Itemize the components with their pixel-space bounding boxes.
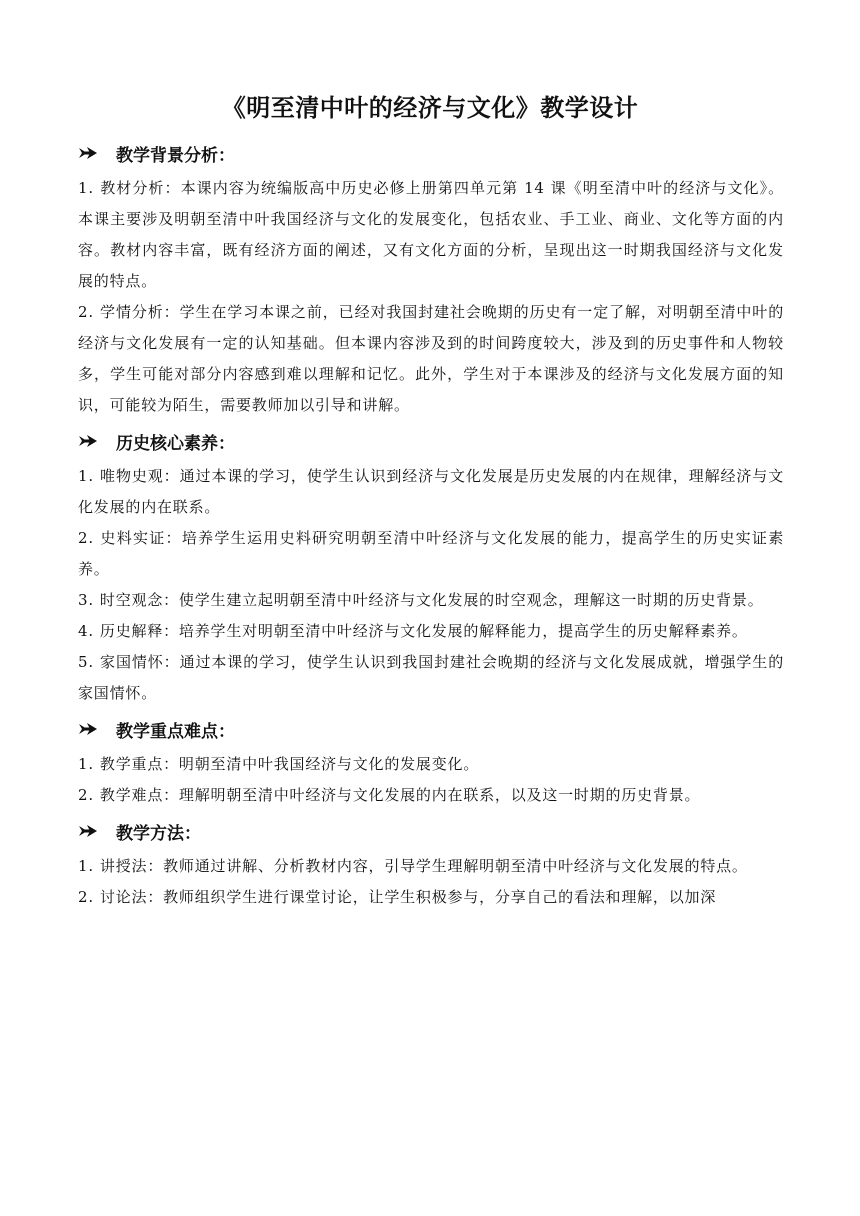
list-item (78, 882, 784, 913)
item-text: 教学重点：明朝至清中叶我国经济与文化的发展变化。 (99, 755, 480, 773)
item-text: 学情分析：学生在学习本课之前，已经对我国封建社会晚期的历史有一定了解，对明朝至清中叶的经济与文化发展有一定的认知基础。但本课内容涉及到的时间跨度较大，涉及到的历史事件和人物较多，学生可能对部分内容感到难以理解和记忆。此外，学生对于本课涉及的经济与文化发展方面的知识，可能较为陌生，需要教师加以引导和讲解。 (78, 303, 784, 414)
item-text: 唯物史观：通过本课的学习，使学生认识到经济与文化发展是历史发展的内在规律，理解经济与文化发展的内在联系。 (78, 467, 784, 516)
list-item (78, 647, 784, 709)
double-arrow-bullet-icon (78, 434, 106, 448)
item-number: 5. (78, 653, 94, 671)
item-text: 时空观念：使学生建立起明朝至清中叶经济与文化发展的时空观念，理解这一时期的历史背景。 (99, 591, 764, 609)
item-number: 1. (78, 755, 94, 773)
item-number: 2. (78, 888, 94, 906)
list-item (78, 173, 784, 297)
section-heading-label: 历史核心素养： (116, 433, 235, 454)
double-arrow-bullet-icon (78, 722, 106, 736)
double-arrow-bullet-icon (78, 824, 106, 838)
item-text: 讨论法：教师组织学生进行课堂讨论，让学生积极参与，分享自己的看法和理解，以加深 (99, 888, 717, 906)
item-number: 1. (78, 857, 94, 875)
document-body (78, 133, 784, 913)
double-arrow-bullet-icon (78, 146, 106, 160)
section-heading-teaching-methods (78, 815, 784, 847)
item-text: 教材分析：本课内容为统编版高中历史必修上册第四单元第 14 课《明至清中叶的经济与文化》。本课主要涉及明朝至清中叶我国经济与文化的发展变化，包括农业、手工业、商业、文化等方面的内容。教材内容丰富，既有经济方面的阐述，又有文化方面的分析，呈现出这一时期我国经济与文化发展的特点。 (78, 179, 784, 290)
item-text: 讲授法：教师通过讲解、分析教材内容，引导学生理解明朝至清中叶经济与文化发展的特点。 (99, 857, 748, 875)
item-text: 家国情怀：通过本课的学习，使学生认识到我国封建社会晚期的经济与文化发展成就，增强学生的家国情怀。 (78, 653, 784, 702)
section-heading-core-literacy (78, 425, 784, 457)
list-item (78, 780, 784, 811)
item-number: 1. (78, 179, 94, 197)
section-heading-label: 教学方法： (116, 823, 201, 844)
item-number: 2. (78, 786, 94, 804)
item-number: 4. (78, 622, 94, 640)
item-number: 2. (78, 303, 94, 321)
item-number: 1. (78, 467, 94, 485)
list-item (78, 616, 784, 647)
list-item (78, 297, 784, 421)
list-item (78, 749, 784, 780)
list-item (78, 461, 784, 523)
section-heading-key-difficult-points (78, 713, 784, 745)
section-heading-label: 教学背景分析： (116, 145, 235, 166)
item-number: 3. (78, 591, 94, 609)
item-number: 2. (78, 529, 94, 547)
list-item (78, 585, 784, 616)
item-text: 历史解释：培养学生对明朝至清中叶经济与文化发展的解释能力，提高学生的历史解释素养。 (99, 622, 748, 640)
section-heading-background (78, 137, 784, 169)
list-item (78, 523, 784, 585)
document-title: 《明至清中叶的经济与文化》教学设计 (221, 94, 639, 122)
section-heading-label: 教学重点难点： (116, 721, 235, 742)
item-text: 教学难点：理解明朝至清中叶经济与文化发展的内在联系，以及这一时期的历史背景。 (99, 786, 701, 804)
item-text: 史料实证：培养学生运用史料研究明朝至清中叶经济与文化发展的能力，提高学生的历史实证素养。 (78, 529, 784, 578)
list-item (78, 851, 784, 882)
